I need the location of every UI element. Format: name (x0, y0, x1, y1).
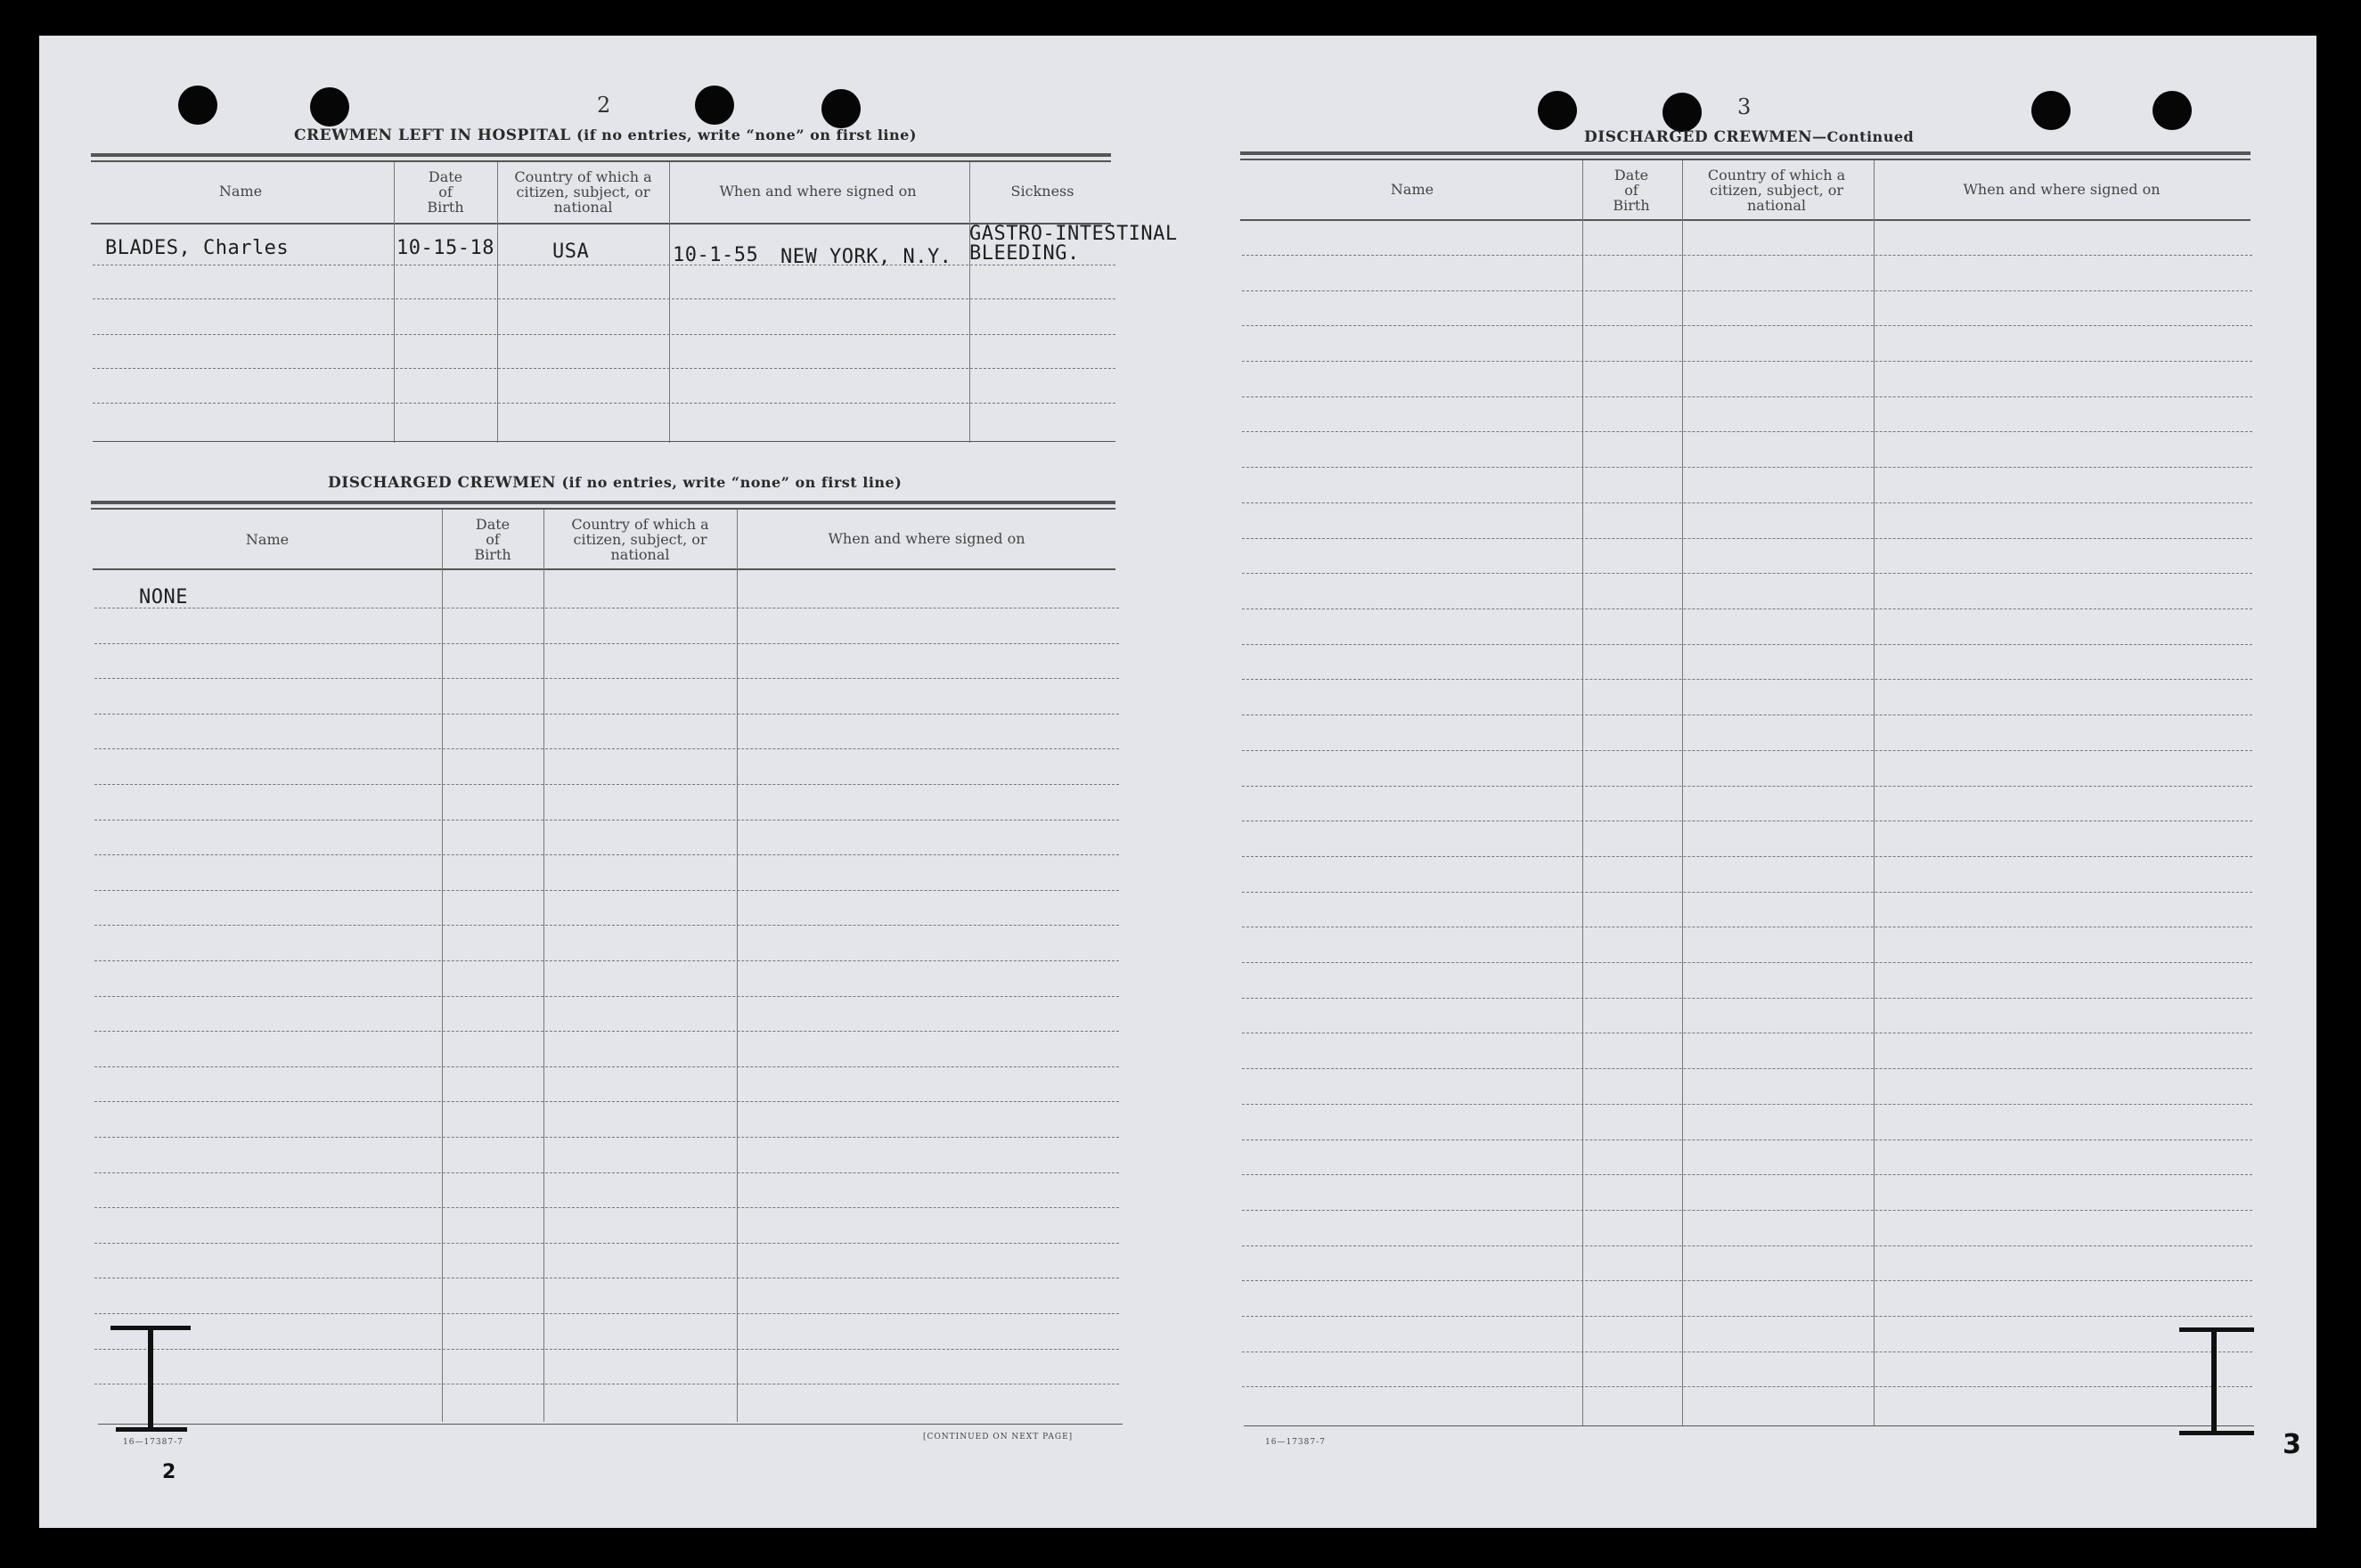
header-country (1682, 167, 1871, 213)
column-divider (543, 510, 544, 1422)
row-line (1242, 962, 2252, 963)
row-line (94, 890, 1119, 891)
section-instruction: (if no entries, write “none” on first line) (576, 127, 917, 143)
row-line (94, 960, 1119, 961)
section-title-text: CREWMEN LEFT IN HOSPITAL (294, 127, 571, 144)
punch-hole (1663, 93, 1702, 132)
sickness-line-2: BLEEDING. (969, 242, 1080, 265)
row-line (1242, 467, 2252, 468)
table-top-rule (1240, 151, 2251, 155)
row-line (93, 368, 1115, 369)
header-dob-text: Date of Birth (1613, 167, 1650, 214)
row-line (1242, 255, 2252, 256)
punch-hole (310, 87, 349, 127)
header-bottom-rule (93, 568, 1115, 570)
row-line (1242, 679, 2252, 680)
row-line (1242, 998, 2252, 999)
row-line (1242, 431, 2252, 432)
row-line (93, 334, 1115, 335)
row-line (94, 820, 1119, 821)
table-top-rule (91, 501, 1115, 504)
punch-hole (178, 86, 217, 125)
header-dob-text: Date of Birth (474, 516, 511, 563)
header-bottom-rule (1240, 219, 2251, 221)
row-line (94, 854, 1119, 855)
row-line (1242, 396, 2252, 397)
header-dob (396, 169, 495, 215)
table-top-rule (91, 153, 1111, 157)
row-line (1242, 290, 2252, 291)
header-signed: When and where signed on (828, 530, 1025, 547)
column-divider (1582, 160, 1583, 1425)
row-line (94, 714, 1119, 715)
section-title-text: DISCHARGED CREWMEN (328, 474, 557, 492)
table-bottom-rule (98, 1424, 1123, 1425)
column-divider (969, 162, 970, 443)
crew-country: USA (552, 241, 590, 263)
page-number: 3 (1737, 94, 1752, 119)
row-line (1242, 1280, 2252, 1281)
row-line (1242, 644, 2252, 645)
row-line (94, 1349, 1119, 1350)
row-line (1242, 786, 2252, 787)
page-number: 2 (597, 93, 611, 118)
table-top-rule (91, 160, 1111, 162)
sickness-line-1: GASTRO-INTESTINAL (969, 223, 1178, 245)
punch-hole (2031, 91, 2071, 130)
row-line (94, 1031, 1119, 1032)
section-instruction: (if no entries, write “none” on first line) (561, 474, 903, 491)
row-line (94, 1137, 1119, 1138)
row-line (1242, 1174, 2252, 1175)
row-line (94, 678, 1119, 679)
row-line (1242, 1316, 2252, 1317)
section-title-suffix: —Continued (1812, 128, 1915, 145)
row-line (94, 925, 1119, 926)
table-top-rule (1240, 159, 2251, 160)
row-line (94, 1172, 1119, 1173)
row-line (1242, 892, 2252, 893)
table-top-rule (91, 508, 1115, 510)
header-name: Name (1390, 181, 1434, 198)
section-title-text: DISCHARGED CREWMEN (1584, 128, 1813, 146)
punch-hole (1538, 91, 1577, 130)
header-sickness: Sickness (1010, 183, 1074, 200)
column-divider (737, 510, 738, 1422)
row-line (1242, 502, 2252, 503)
row-line (1242, 1245, 2252, 1246)
row-line (94, 1066, 1119, 1067)
column-divider (1874, 160, 1875, 1425)
header-name: Name (245, 531, 290, 548)
header-country-text: Country of which a citizen, subject, or national (1707, 167, 1846, 214)
row-line (1242, 1210, 2252, 1211)
row-line (1242, 361, 2252, 362)
handwritten-bracket-mark (2179, 1327, 2254, 1440)
header-bottom-rule (91, 223, 1111, 225)
row-line (1242, 538, 2252, 539)
header-country-text: Country of which a citizen, subject, or national (514, 168, 652, 216)
punch-hole (821, 89, 861, 128)
header-dob-text: Date of Birth (427, 168, 464, 216)
signed-place: NEW YORK, N.Y. (780, 246, 952, 268)
row-line (93, 403, 1115, 404)
row-line (1242, 608, 2252, 609)
row-line (94, 1243, 1119, 1244)
row-line (1242, 1386, 2252, 1387)
header-signed: When and where signed on (1963, 181, 2161, 198)
row-line (1242, 325, 2252, 326)
punch-hole (2153, 91, 2192, 130)
row-line (94, 643, 1119, 644)
continued-note: [CONTINUED ON NEXT PAGE] (923, 1433, 1074, 1441)
row-line (94, 1207, 1119, 1208)
form-number: 16—17387-7 (123, 1438, 184, 1447)
column-divider (1682, 160, 1683, 1425)
row-line (1242, 573, 2252, 574)
signed-date: 10-1-55 (673, 244, 759, 266)
table-bottom-rule (1244, 1425, 2254, 1426)
section-title-discharged (328, 474, 902, 492)
row-line (1242, 750, 2252, 751)
row-line (1242, 1139, 2252, 1140)
punch-hole (695, 86, 734, 125)
row-line (94, 996, 1119, 997)
handwritten-page-mark: 2 (162, 1461, 176, 1483)
row-line (93, 298, 1115, 299)
row-line (94, 784, 1119, 785)
header-name: Name (218, 183, 263, 200)
row-line (94, 1313, 1119, 1314)
header-country (544, 517, 736, 562)
row-line (94, 1101, 1119, 1102)
row-line (1242, 856, 2252, 857)
form-number: 16—17387-7 (1265, 1438, 1326, 1447)
header-signed: When and where signed on (719, 183, 917, 200)
header-country (497, 169, 669, 215)
header-country-text: Country of which a citizen, subject, or national (571, 516, 709, 563)
handwritten-bracket-mark (110, 1326, 191, 1437)
row-line (1242, 1068, 2252, 1069)
handwritten-page-mark: 3 (2283, 1429, 2301, 1460)
document-sheet (39, 36, 2316, 1528)
table-bottom-rule (93, 441, 1115, 442)
header-dob (443, 517, 543, 562)
crew-name: BLADES, Charles (105, 237, 290, 259)
crew-dob: 10-15-18 (396, 237, 494, 259)
section-title-discharged-continued (1584, 128, 1914, 146)
column-divider (394, 162, 395, 443)
row-line (1242, 1104, 2252, 1105)
header-dob (1582, 167, 1680, 213)
column-divider (669, 162, 670, 443)
discharged-first-entry: NONE (139, 586, 188, 608)
section-title-hospital (294, 127, 917, 144)
column-divider (442, 510, 443, 1422)
row-line (94, 748, 1119, 749)
column-divider (497, 162, 498, 443)
